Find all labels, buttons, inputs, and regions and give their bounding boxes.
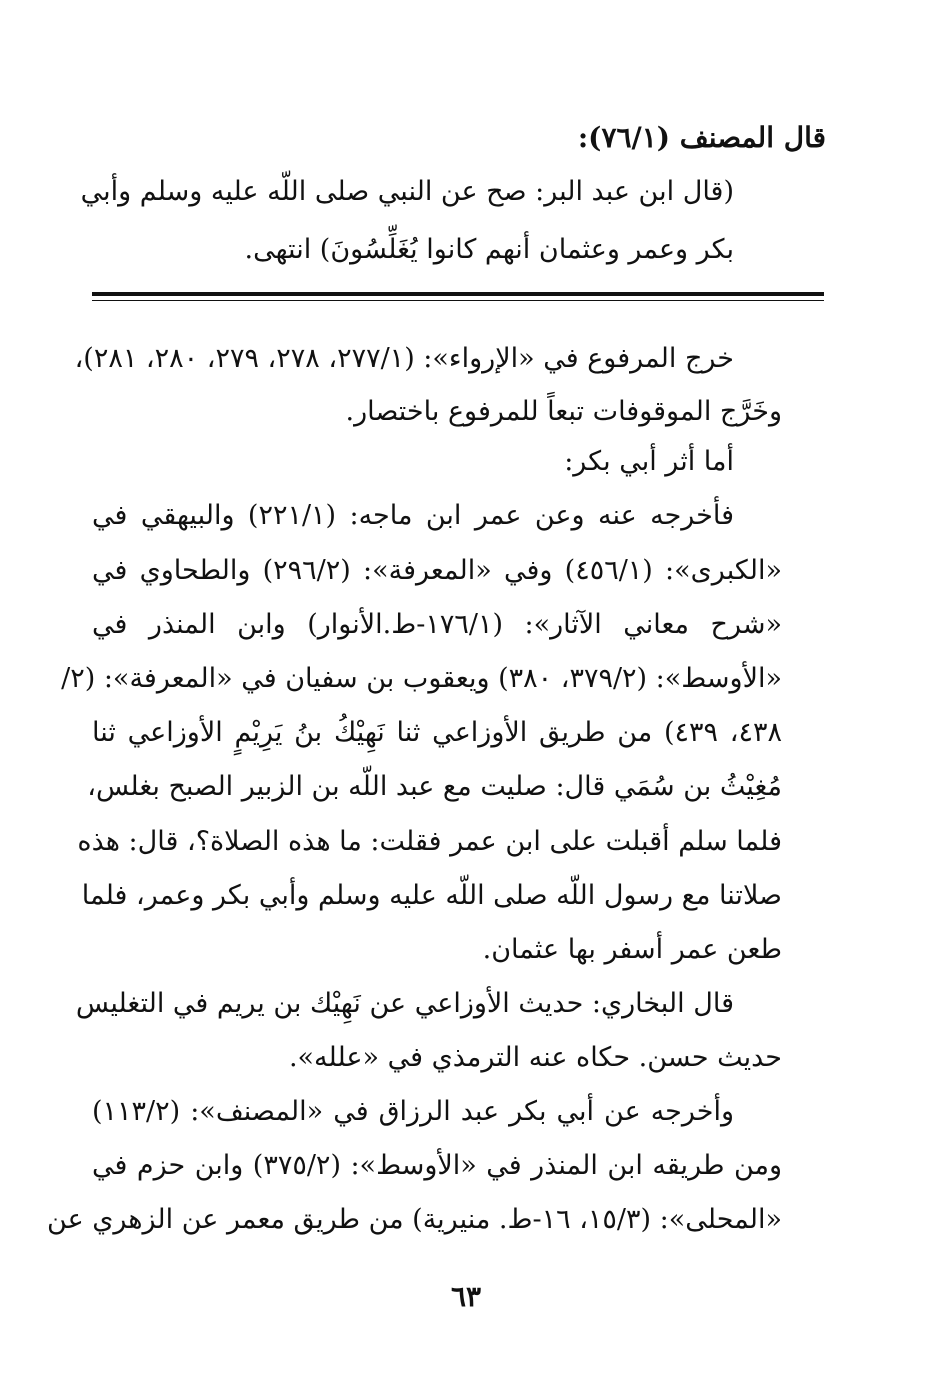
text-line: خرج المرفوع في «الإرواء»: (٢٧٧/١، ٢٧٨، ٢٧٩، ٢٨٠، ٢٨١)،	[74, 343, 734, 374]
text-line: «شرح معاني الآثار»: (١٧٦/١-ط.الأنوار) وابن المنذر في	[92, 609, 782, 640]
text-line: فأخرجه عنه وعن عمر ابن ماجه: (٢٢١/١) والبيهقي في	[92, 500, 734, 531]
text-line: أما أثر أبي بكر:	[564, 446, 734, 477]
text-line: «الكبرى»: (٤٥٦/١) وفي «المعرفة»: (٢٩٦/٢) والطحاوي في	[92, 555, 782, 586]
text-line: مُغِيْثُ بن سُمَي قال: صليت مع عبد اللّه بن الزبير الصبح بغلس،	[87, 771, 782, 802]
text-line: «الأوسط»: (٣٧٩/٢، ٣٨٠) ويعقوب بن سفيان في «المعرفة»: (٢/	[61, 663, 782, 694]
text-line: «المحلى»: (١٥/٣، ١٦-ط. منيرية) من طريق معمر عن الزهري عن	[47, 1204, 782, 1235]
separator-rule-thin	[92, 300, 824, 301]
text-line: ومن طريقه ابن المنذر في «الأوسط»: (٣٧٥/٢) وابن حزم في	[92, 1150, 782, 1181]
text-line: ٤٣٨، ٤٣٩) من طريق الأوزاعي ثنا نَهِيْكُ بنُ يَرِيْمٍ الأوزاعي ثنا	[92, 717, 782, 748]
text-line: قال البخاري: حديث الأوزاعي عن نَهِيْك بن يريم في التغليس	[75, 988, 734, 1019]
text-line: حديث حسن. حكاه عنه الترمذي في «علله».	[288, 1042, 782, 1073]
quote-line-1: (قال ابن عبد البر: صح عن النبي صلى اللّه عليه وسلم وأبي	[80, 176, 734, 207]
text-line: صلاتنا مع رسول اللّه صلى اللّه عليه وسلم وأبي بكر وعمر، فلما	[81, 880, 782, 911]
page-number: ٦٣	[450, 1280, 482, 1313]
separator-rule-thick	[92, 292, 824, 296]
quote-line-2: بكر وعمر وعثمان أنهم كانوا يُغَلِّسُونَ) انتهى.	[244, 234, 734, 265]
text-line: فلما سلم أقبلت على ابن عمر فقلت: ما هذه الصلاة؟، قال: هذه	[77, 826, 782, 857]
text-line: وخَرَّج الموقوفات تبعاً للمرفوع باختصار.	[345, 396, 782, 427]
text-line: وأخرجه عن أبي بكر عبد الرزاق في «المصنف»: (١١٣/٢)	[92, 1096, 734, 1127]
text-line: طعن عمر أسفر بها عثمان.	[482, 934, 782, 965]
section-heading: قال المصنف (٧٦/١):	[577, 121, 826, 154]
